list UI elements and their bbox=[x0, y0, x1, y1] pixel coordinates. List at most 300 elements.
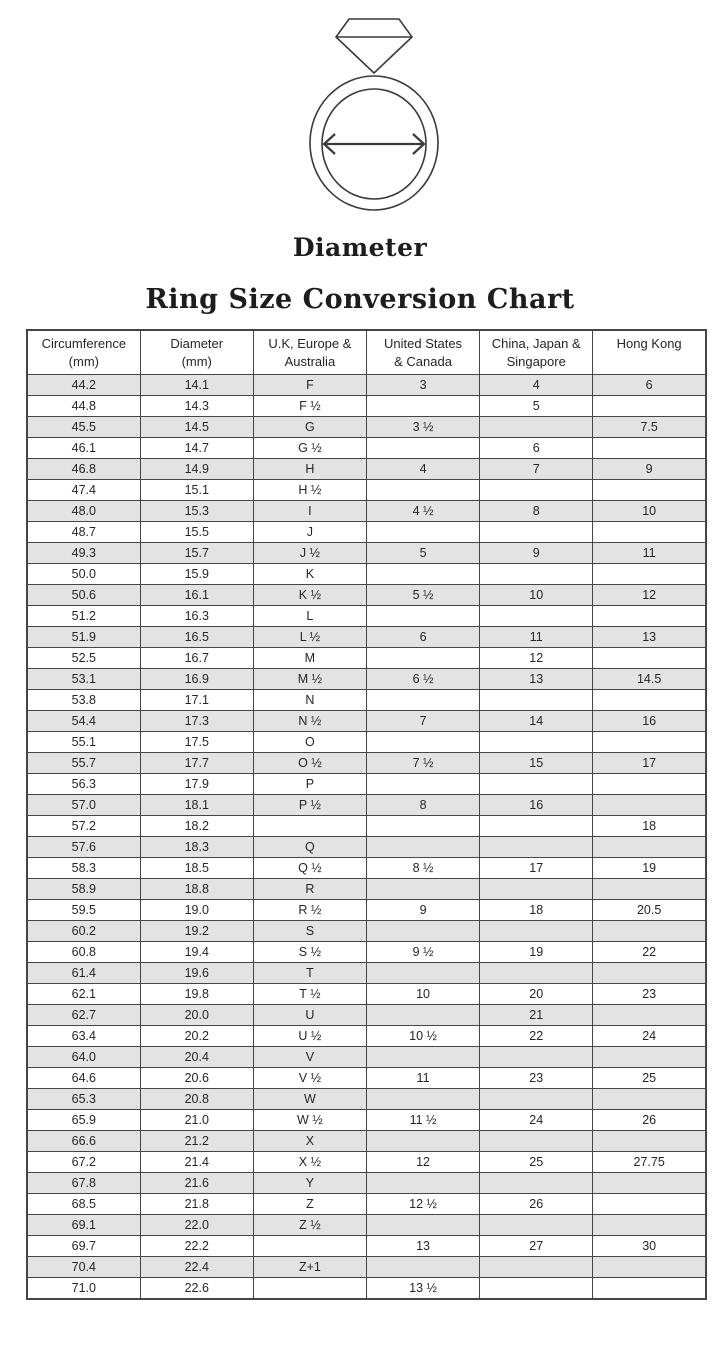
table-cell bbox=[593, 878, 706, 899]
table-cell: 18 bbox=[593, 815, 706, 836]
table-cell bbox=[366, 962, 479, 983]
table-cell: 17.7 bbox=[140, 752, 253, 773]
table-cell: 17 bbox=[480, 857, 593, 878]
table-cell: K bbox=[253, 563, 366, 584]
table-cell: 15.9 bbox=[140, 563, 253, 584]
table-cell: 16.3 bbox=[140, 605, 253, 626]
column-header: Diameter (mm) bbox=[140, 330, 253, 374]
ring-diameter-diagram bbox=[299, 16, 449, 217]
table-cell: 49.3 bbox=[27, 542, 140, 563]
table-row bbox=[27, 521, 706, 542]
table-cell bbox=[593, 521, 706, 542]
table-cell: 22.4 bbox=[140, 1256, 253, 1277]
table-cell: 16 bbox=[593, 710, 706, 731]
table-cell: O ½ bbox=[253, 752, 366, 773]
table-cell bbox=[480, 1172, 593, 1193]
table-cell: T ½ bbox=[253, 983, 366, 1004]
table-cell: 6 bbox=[366, 626, 479, 647]
table-cell: H ½ bbox=[253, 479, 366, 500]
table-cell: S bbox=[253, 920, 366, 941]
table-cell: 17.5 bbox=[140, 731, 253, 752]
table-cell: 3 bbox=[366, 374, 479, 395]
table-cell bbox=[593, 962, 706, 983]
table-cell: 14.5 bbox=[140, 416, 253, 437]
table-cell: 18.1 bbox=[140, 794, 253, 815]
table-cell: 27.75 bbox=[593, 1151, 706, 1172]
table-cell: 71.0 bbox=[27, 1277, 140, 1299]
table-cell bbox=[480, 1088, 593, 1109]
table-cell bbox=[366, 1172, 479, 1193]
table-cell: 24 bbox=[480, 1109, 593, 1130]
table-row bbox=[27, 1214, 706, 1235]
table-row bbox=[27, 941, 706, 962]
table-cell: 66.6 bbox=[27, 1130, 140, 1151]
table-cell: 13 bbox=[480, 668, 593, 689]
table-row bbox=[27, 1067, 706, 1088]
column-header: United States & Canada bbox=[366, 330, 479, 374]
table-cell bbox=[480, 1046, 593, 1067]
table-cell: 7.5 bbox=[593, 416, 706, 437]
table-cell: P bbox=[253, 773, 366, 794]
table-cell: 15.1 bbox=[140, 479, 253, 500]
table-cell: 4 bbox=[480, 374, 593, 395]
table-cell: G ½ bbox=[253, 437, 366, 458]
table-cell: 15.7 bbox=[140, 542, 253, 563]
table-cell: 15 bbox=[480, 752, 593, 773]
table-cell: M bbox=[253, 647, 366, 668]
table-row bbox=[27, 437, 706, 458]
table-cell: 6 ½ bbox=[366, 668, 479, 689]
table-cell: 10 ½ bbox=[366, 1025, 479, 1046]
table-cell: 5 bbox=[480, 395, 593, 416]
table-cell: 64.6 bbox=[27, 1067, 140, 1088]
table-cell: J ½ bbox=[253, 542, 366, 563]
table-cell: 19.6 bbox=[140, 962, 253, 983]
table-cell: 9 ½ bbox=[366, 941, 479, 962]
table-cell: 10 bbox=[366, 983, 479, 1004]
table-row bbox=[27, 962, 706, 983]
table-cell: 16.5 bbox=[140, 626, 253, 647]
table-cell: 58.3 bbox=[27, 857, 140, 878]
table-cell bbox=[480, 521, 593, 542]
table-cell: L ½ bbox=[253, 626, 366, 647]
table-cell: 47.4 bbox=[27, 479, 140, 500]
table-cell bbox=[593, 773, 706, 794]
table-cell: 11 bbox=[480, 626, 593, 647]
table-cell: 70.4 bbox=[27, 1256, 140, 1277]
table-cell: 65.9 bbox=[27, 1109, 140, 1130]
table-cell: 60.8 bbox=[27, 941, 140, 962]
column-header: Circumference (mm) bbox=[27, 330, 140, 374]
table-cell: 4 bbox=[366, 458, 479, 479]
table-cell bbox=[480, 1277, 593, 1299]
table-cell: 20.6 bbox=[140, 1067, 253, 1088]
table-cell bbox=[366, 878, 479, 899]
table-cell: 27 bbox=[480, 1235, 593, 1256]
table-cell: 17.1 bbox=[140, 689, 253, 710]
table-cell: 20.2 bbox=[140, 1025, 253, 1046]
table-cell bbox=[593, 647, 706, 668]
table-cell: 55.7 bbox=[27, 752, 140, 773]
page-title: Ring Size Conversion Chart bbox=[145, 284, 575, 315]
table-row bbox=[27, 584, 706, 605]
table-cell: 18.8 bbox=[140, 878, 253, 899]
table-cell bbox=[253, 815, 366, 836]
table-cell: 55.1 bbox=[27, 731, 140, 752]
table-cell bbox=[253, 1235, 366, 1256]
table-cell: R bbox=[253, 878, 366, 899]
table-cell: 57.2 bbox=[27, 815, 140, 836]
table-row bbox=[27, 836, 706, 857]
table-cell: V bbox=[253, 1046, 366, 1067]
table-cell bbox=[366, 1046, 479, 1067]
table-cell: 6 bbox=[593, 374, 706, 395]
table-cell: H bbox=[253, 458, 366, 479]
table-cell: 67.8 bbox=[27, 1172, 140, 1193]
table-cell: 51.2 bbox=[27, 605, 140, 626]
table-cell: 17.3 bbox=[140, 710, 253, 731]
table-cell: 3 ½ bbox=[366, 416, 479, 437]
table-cell: 17.9 bbox=[140, 773, 253, 794]
table-cell bbox=[480, 836, 593, 857]
table-cell: 44.8 bbox=[27, 395, 140, 416]
table-cell: 6 bbox=[480, 437, 593, 458]
table-cell: 10 bbox=[593, 500, 706, 521]
table-cell: W bbox=[253, 1088, 366, 1109]
table-cell: X ½ bbox=[253, 1151, 366, 1172]
table-cell: 45.5 bbox=[27, 416, 140, 437]
table-cell: 46.8 bbox=[27, 458, 140, 479]
table-cell: 14.3 bbox=[140, 395, 253, 416]
table-cell: 20.8 bbox=[140, 1088, 253, 1109]
diameter-label: Diameter bbox=[292, 233, 428, 262]
table-cell: 15.5 bbox=[140, 521, 253, 542]
table-row bbox=[27, 899, 706, 920]
table-cell: 20.5 bbox=[593, 899, 706, 920]
table-cell: N bbox=[253, 689, 366, 710]
ring-icon bbox=[299, 16, 449, 212]
table-cell: 54.4 bbox=[27, 710, 140, 731]
table-cell: F ½ bbox=[253, 395, 366, 416]
table-cell: Q ½ bbox=[253, 857, 366, 878]
table-cell: 19.2 bbox=[140, 920, 253, 941]
table-cell: 13 bbox=[366, 1235, 479, 1256]
table-row bbox=[27, 542, 706, 563]
table-cell: V ½ bbox=[253, 1067, 366, 1088]
table-cell: 62.7 bbox=[27, 1004, 140, 1025]
table-cell: 51.9 bbox=[27, 626, 140, 647]
table-cell: 13 bbox=[593, 626, 706, 647]
table-cell bbox=[366, 689, 479, 710]
table-cell: N ½ bbox=[253, 710, 366, 731]
table-cell bbox=[366, 647, 479, 668]
table-cell bbox=[480, 731, 593, 752]
diameter-arrow-icon bbox=[324, 134, 424, 154]
table-cell: 22.0 bbox=[140, 1214, 253, 1235]
table-cell: 21.6 bbox=[140, 1172, 253, 1193]
table-cell: 18.2 bbox=[140, 815, 253, 836]
table-row bbox=[27, 794, 706, 815]
table-cell bbox=[593, 836, 706, 857]
table-body bbox=[27, 374, 706, 1299]
table-row bbox=[27, 395, 706, 416]
table-cell bbox=[366, 773, 479, 794]
table-cell: Z ½ bbox=[253, 1214, 366, 1235]
table-cell bbox=[480, 416, 593, 437]
table-cell: 12 bbox=[480, 647, 593, 668]
table-cell bbox=[593, 920, 706, 941]
table-cell: U ½ bbox=[253, 1025, 366, 1046]
table-cell bbox=[593, 689, 706, 710]
table-cell bbox=[480, 563, 593, 584]
table-cell: 57.6 bbox=[27, 836, 140, 857]
table-cell bbox=[366, 605, 479, 626]
table-cell: 10 bbox=[480, 584, 593, 605]
table-cell: P ½ bbox=[253, 794, 366, 815]
table-row bbox=[27, 605, 706, 626]
table-row bbox=[27, 479, 706, 500]
table-row bbox=[27, 626, 706, 647]
table-cell: 63.4 bbox=[27, 1025, 140, 1046]
table-cell bbox=[593, 1277, 706, 1299]
table-cell: U bbox=[253, 1004, 366, 1025]
table-cell: 58.9 bbox=[27, 878, 140, 899]
table-row bbox=[27, 710, 706, 731]
table-row bbox=[27, 1193, 706, 1214]
table-row bbox=[27, 500, 706, 521]
table-cell: 53.1 bbox=[27, 668, 140, 689]
table-cell: 8 bbox=[480, 500, 593, 521]
table-cell: 69.1 bbox=[27, 1214, 140, 1235]
table-cell: 22 bbox=[593, 941, 706, 962]
table-cell: 7 bbox=[366, 710, 479, 731]
table-cell: 57.0 bbox=[27, 794, 140, 815]
table-cell: 19 bbox=[593, 857, 706, 878]
table-row bbox=[27, 773, 706, 794]
table-cell bbox=[593, 1046, 706, 1067]
table-cell bbox=[480, 815, 593, 836]
table-cell: 12 bbox=[366, 1151, 479, 1172]
table-cell: 18.5 bbox=[140, 857, 253, 878]
table-cell: 59.5 bbox=[27, 899, 140, 920]
table-cell: 19.4 bbox=[140, 941, 253, 962]
table-cell: 11 bbox=[593, 542, 706, 563]
table-row bbox=[27, 1130, 706, 1151]
table-cell: 19 bbox=[480, 941, 593, 962]
table-cell: 19.8 bbox=[140, 983, 253, 1004]
ring-size-conversion-table bbox=[26, 329, 707, 1300]
table-cell bbox=[593, 1214, 706, 1235]
table-row bbox=[27, 563, 706, 584]
table-cell bbox=[366, 815, 479, 836]
table-row bbox=[27, 374, 706, 395]
table-cell: K ½ bbox=[253, 584, 366, 605]
table-cell: T bbox=[253, 962, 366, 983]
table-cell bbox=[480, 773, 593, 794]
table-row bbox=[27, 1004, 706, 1025]
table-cell: 18.3 bbox=[140, 836, 253, 857]
table-row bbox=[27, 1235, 706, 1256]
table-cell: 50.0 bbox=[27, 563, 140, 584]
table-cell: 23 bbox=[480, 1067, 593, 1088]
table-cell: 7 ½ bbox=[366, 752, 479, 773]
table-cell: 14.5 bbox=[593, 668, 706, 689]
table-cell bbox=[366, 836, 479, 857]
table-cell: 14.9 bbox=[140, 458, 253, 479]
table-cell: 26 bbox=[593, 1109, 706, 1130]
table-cell: 21.4 bbox=[140, 1151, 253, 1172]
table-cell: 24 bbox=[593, 1025, 706, 1046]
table-row bbox=[27, 458, 706, 479]
table-cell: 14 bbox=[480, 710, 593, 731]
table-cell: S ½ bbox=[253, 941, 366, 962]
table-cell bbox=[366, 920, 479, 941]
table-cell: 22.6 bbox=[140, 1277, 253, 1299]
table-cell: M ½ bbox=[253, 668, 366, 689]
table-cell: 9 bbox=[593, 458, 706, 479]
table-cell: 69.7 bbox=[27, 1235, 140, 1256]
table-cell: 5 bbox=[366, 542, 479, 563]
table-cell: 65.3 bbox=[27, 1088, 140, 1109]
table-cell: 21.2 bbox=[140, 1130, 253, 1151]
table-cell: 61.4 bbox=[27, 962, 140, 983]
table-cell: R ½ bbox=[253, 899, 366, 920]
table-cell bbox=[366, 521, 479, 542]
table-cell: 56.3 bbox=[27, 773, 140, 794]
table-row bbox=[27, 689, 706, 710]
table-row bbox=[27, 1256, 706, 1277]
table-cell: 11 bbox=[366, 1067, 479, 1088]
table-cell: 53.8 bbox=[27, 689, 140, 710]
table-cell bbox=[593, 1004, 706, 1025]
table-cell: 19.0 bbox=[140, 899, 253, 920]
table-cell: I bbox=[253, 500, 366, 521]
table-cell bbox=[480, 962, 593, 983]
table-row bbox=[27, 1151, 706, 1172]
table-cell: G bbox=[253, 416, 366, 437]
table-row bbox=[27, 1046, 706, 1067]
page bbox=[0, 16, 720, 1300]
table-cell: O bbox=[253, 731, 366, 752]
table-row bbox=[27, 920, 706, 941]
table-row bbox=[27, 878, 706, 899]
table-header bbox=[27, 330, 706, 374]
table-cell: J bbox=[253, 521, 366, 542]
table-cell bbox=[366, 1130, 479, 1151]
table-cell: 23 bbox=[593, 983, 706, 1004]
table-cell: 16.7 bbox=[140, 647, 253, 668]
table-cell bbox=[593, 437, 706, 458]
table-cell bbox=[593, 479, 706, 500]
table-cell: 25 bbox=[480, 1151, 593, 1172]
header-row bbox=[27, 330, 706, 374]
table-cell bbox=[593, 395, 706, 416]
table-cell: W ½ bbox=[253, 1109, 366, 1130]
table-cell: 60.2 bbox=[27, 920, 140, 941]
table-cell bbox=[366, 395, 479, 416]
table-cell bbox=[480, 1130, 593, 1151]
table-cell bbox=[366, 1004, 479, 1025]
column-header: Hong Kong bbox=[593, 330, 706, 374]
table-cell: 13 ½ bbox=[366, 1277, 479, 1299]
table-cell bbox=[480, 605, 593, 626]
table-cell: L bbox=[253, 605, 366, 626]
table-row bbox=[27, 1277, 706, 1299]
table-cell: 44.2 bbox=[27, 374, 140, 395]
table-cell bbox=[366, 1256, 479, 1277]
table-cell bbox=[593, 794, 706, 815]
table-cell: 64.0 bbox=[27, 1046, 140, 1067]
table-row bbox=[27, 815, 706, 836]
table-cell bbox=[593, 605, 706, 626]
table-cell: 16.1 bbox=[140, 584, 253, 605]
table-cell: 9 bbox=[480, 542, 593, 563]
table-cell: 8 bbox=[366, 794, 479, 815]
table-cell: 26 bbox=[480, 1193, 593, 1214]
table-cell: 68.5 bbox=[27, 1193, 140, 1214]
table-row bbox=[27, 752, 706, 773]
table-row bbox=[27, 668, 706, 689]
table-cell bbox=[366, 563, 479, 584]
table-cell: 20.4 bbox=[140, 1046, 253, 1067]
table-cell: Z+1 bbox=[253, 1256, 366, 1277]
table-cell: 21.0 bbox=[140, 1109, 253, 1130]
table-cell bbox=[593, 1088, 706, 1109]
table-cell: 16.9 bbox=[140, 668, 253, 689]
table-cell bbox=[253, 1277, 366, 1299]
table-cell: 14.1 bbox=[140, 374, 253, 395]
table-cell bbox=[366, 1088, 479, 1109]
table-cell: 8 ½ bbox=[366, 857, 479, 878]
table-cell bbox=[480, 878, 593, 899]
table-cell: 25 bbox=[593, 1067, 706, 1088]
table-cell bbox=[593, 1172, 706, 1193]
table-cell: 21 bbox=[480, 1004, 593, 1025]
table-cell: 22.2 bbox=[140, 1235, 253, 1256]
table-cell: 20 bbox=[480, 983, 593, 1004]
table-cell: 46.1 bbox=[27, 437, 140, 458]
table-cell bbox=[480, 920, 593, 941]
table-cell: 11 ½ bbox=[366, 1109, 479, 1130]
table-cell: X bbox=[253, 1130, 366, 1151]
table-cell: 20.0 bbox=[140, 1004, 253, 1025]
table-row bbox=[27, 857, 706, 878]
table-cell bbox=[480, 1214, 593, 1235]
table-cell: F bbox=[253, 374, 366, 395]
table-cell: 48.0 bbox=[27, 500, 140, 521]
table-cell: 16 bbox=[480, 794, 593, 815]
table-cell bbox=[366, 479, 479, 500]
table-row bbox=[27, 1088, 706, 1109]
table-cell bbox=[593, 1130, 706, 1151]
table-cell: 21.8 bbox=[140, 1193, 253, 1214]
table-cell: 5 ½ bbox=[366, 584, 479, 605]
table-row bbox=[27, 983, 706, 1004]
table-cell: 12 bbox=[593, 584, 706, 605]
table-cell bbox=[480, 479, 593, 500]
table-cell: 4 ½ bbox=[366, 500, 479, 521]
table-cell: 17 bbox=[593, 752, 706, 773]
table-cell: 52.5 bbox=[27, 647, 140, 668]
table-cell bbox=[593, 1256, 706, 1277]
table-cell bbox=[366, 437, 479, 458]
table-cell bbox=[593, 563, 706, 584]
table-cell: Y bbox=[253, 1172, 366, 1193]
table-cell: 30 bbox=[593, 1235, 706, 1256]
table-cell bbox=[480, 1256, 593, 1277]
table-cell: 7 bbox=[480, 458, 593, 479]
table-cell: 18 bbox=[480, 899, 593, 920]
